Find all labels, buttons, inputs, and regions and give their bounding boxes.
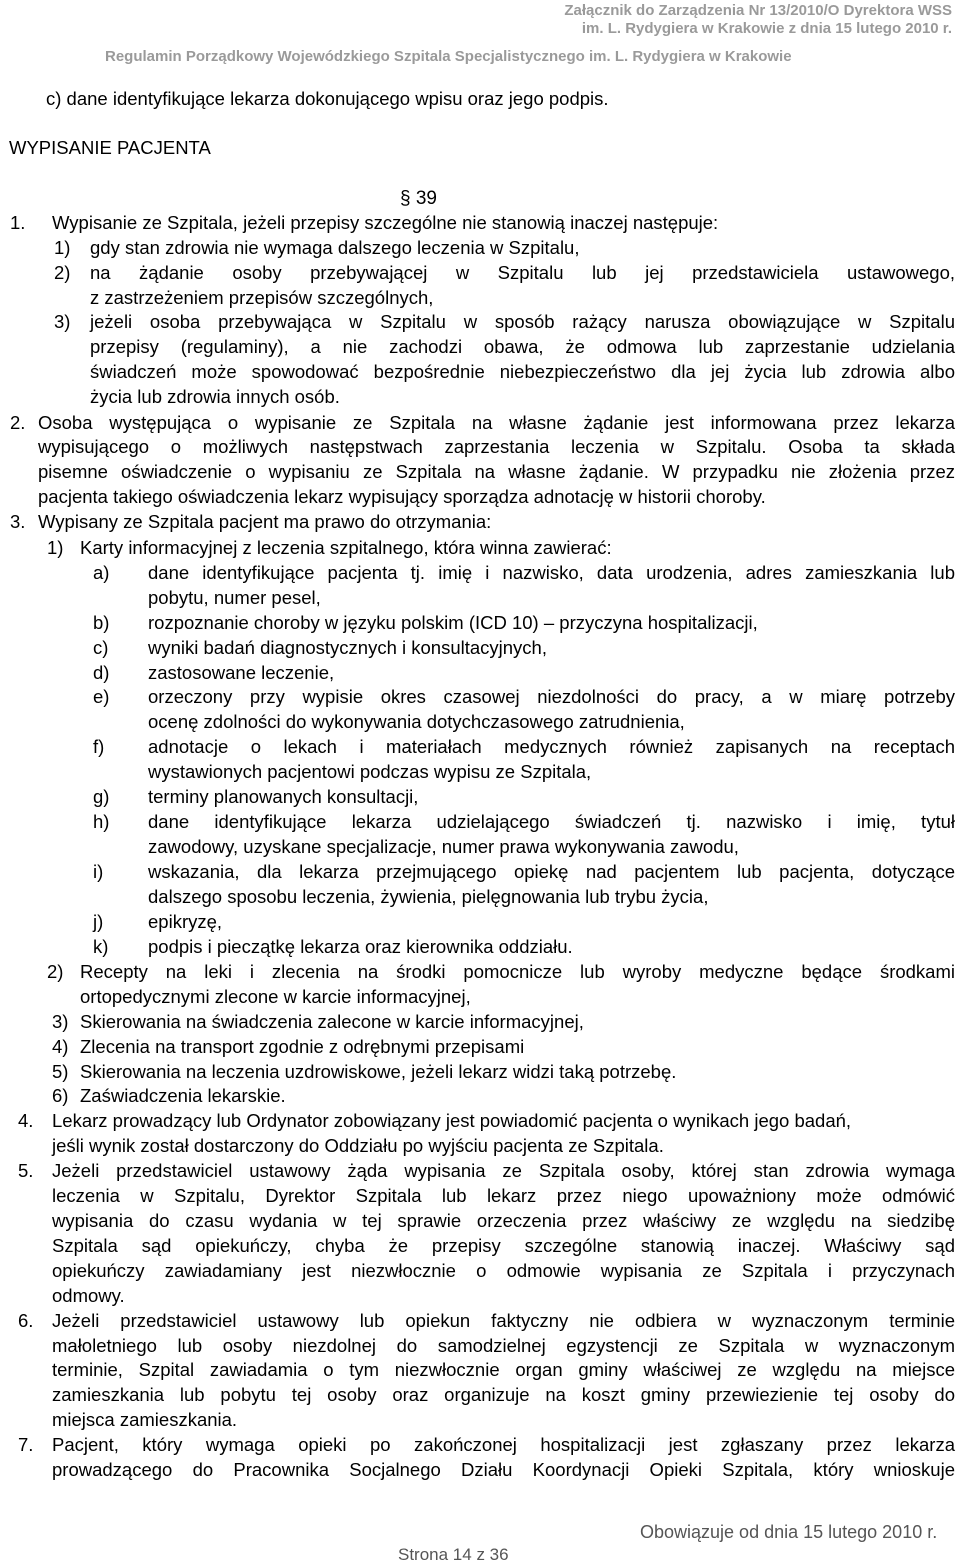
document-line: adnotacje o lekach i materiałach medycznych również zapisanych na receptach	[148, 736, 955, 757]
list-number: a)	[93, 562, 110, 583]
document-line: wypisania do czasu wydania w tej sprawie orzeczenia przez właściwy ze względu na siedzibę	[52, 1210, 955, 1231]
document-line: Karty informacyjnej z leczenia szpitalnego, która winna zawierać:	[80, 537, 612, 558]
document-line: zawodowy, uzyskane specjalizacje, numer prawa wykonywania zawodu,	[148, 836, 739, 857]
list-number: b)	[93, 612, 110, 633]
list-number: 5.	[18, 1160, 34, 1181]
document-line: dane identyfikujące lekarza udzielającego świadczeń tj. nazwisko i imię, tytuł	[148, 811, 955, 832]
list-number: f)	[93, 736, 105, 757]
document-line: świadczeń może spowodować bezpośrednie niebezpieczeństwo dla jej życia lub zdrowia albo	[90, 361, 955, 382]
document-line: jeśli wynik został dostarczony do Oddziału po wyjściu pacjenta ze Szpitala.	[52, 1135, 664, 1156]
page-number: Strona 14 z 36	[398, 1545, 509, 1564]
document-line: z zastrzeżeniem przepisów szczególnych,	[90, 287, 434, 308]
list-number: k)	[93, 936, 109, 957]
effective-date: Obowiązuje od dnia 15 lutego 2010 r.	[640, 1522, 938, 1542]
document-line: terminy planowanych konsultacji,	[148, 786, 419, 807]
document-line: ocenę zdolności do wykonywania dotychczasowego zatrudnienia,	[148, 711, 685, 732]
list-number: j)	[93, 911, 104, 932]
document-line: pobytu, numer pesel,	[148, 587, 321, 608]
document-line: wystawionych pacjentowi podczas wypisu ze Szpitala,	[148, 761, 592, 782]
document-line: podpis i pieczątkę lekarza oraz kierownika oddziału.	[148, 936, 573, 957]
list-number: 2.	[10, 412, 26, 433]
header-line-1: Załącznik do Zarządzenia Nr 13/2010/O Dyrektora WSS	[564, 2, 952, 19]
list-number: d)	[93, 662, 110, 683]
paragraph-number: § 39	[400, 188, 437, 209]
document-line: Zaświadczenia lekarskie.	[80, 1085, 286, 1106]
document-line: małoletniego lub osoby niezdolnej do samodzielnej egzystencji ze Szpitala w wyznaczonym	[52, 1335, 955, 1356]
document-line: wyniki badań diagnostycznych i konsultacyjnych,	[148, 637, 547, 658]
document-line: rozpoznanie choroby w języku polskim (ICD 10) – przyczyna hospitalizacji,	[148, 612, 758, 633]
regulation-title: Regulamin Porządkowy Wojewódzkiego Szpitala Specjalistycznego im. L. Rydygiera w Krakowie	[105, 48, 792, 65]
list-number: 6)	[52, 1085, 69, 1106]
document-line: odmowy.	[52, 1285, 125, 1306]
list-number: 3.	[10, 511, 26, 532]
list-number: 7.	[18, 1434, 34, 1455]
list-number: i)	[93, 861, 104, 882]
document-line: Skierowania na leczenia uzdrowiskowe, jeżeli lekarz widzi taką potrzebę.	[80, 1061, 677, 1082]
list-number: 3)	[54, 311, 71, 332]
list-number: c)	[93, 637, 109, 658]
document-line: Jeżeli przedstawiciel ustawowy lub opiekun faktyczny nie odbiera w wyznaczonym terminie	[52, 1310, 955, 1331]
document-line: Szpitala sąd opiekuńczy, chyba że przepisy szczególne stanowią inaczej. Właściwy sąd	[52, 1235, 955, 1256]
document-line: Skierowania na świadczenia zalecone w karcie informacyjnej,	[80, 1011, 584, 1032]
list-number: 4)	[52, 1036, 69, 1057]
list-number: 2)	[54, 262, 71, 283]
document-line: wskazania, dla lekarza przejmującego opiekę nad pacjentem lub pacjenta, dotyczące	[148, 861, 955, 882]
document-line: terminie, Szpital zawiadamia o tym niezwłocznie organ gminy właściwej ze względu na miejsce	[52, 1359, 955, 1380]
document-line: przepisy (regulaminy), a nie zachodzi obawa, że odmowa lub zaprzestanie udzielania	[90, 336, 955, 357]
list-number: 3)	[52, 1011, 69, 1032]
document-line: dane identyfikujące pacjenta tj. imię i nazwisko, data urodzenia, adres zamieszkania lub	[148, 562, 955, 583]
document-line: epikryzę,	[148, 911, 223, 932]
document-line: Zlecenia na transport zgodnie z odrębnymi przepisami	[80, 1036, 525, 1057]
list-number: g)	[93, 786, 110, 807]
list-number: 1.	[10, 212, 26, 233]
list-number: 2)	[47, 961, 64, 982]
list-number: h)	[93, 811, 110, 832]
document-line: gdy stan zdrowia nie wymaga dalszego leczenia w Szpitalu,	[90, 237, 580, 258]
document-line: zastosowane leczenie,	[148, 662, 335, 683]
document-line: ortopedycznymi zlecone w karcie informacyjnej,	[80, 986, 471, 1007]
document-line: dalszego sposobu leczenia, żywienia, pielęgnowania lub trybu życia,	[148, 886, 709, 907]
document-line: Osoba występująca o wypisanie ze Szpitala na własne żądanie jest informowana przez lekarza	[38, 412, 955, 433]
document-line: opiekuńczy zawiadamiany jest niezwłocznie o odmowie wypisania ze Szpitala i przyczynach	[52, 1260, 955, 1281]
document-line: jeżeli osoba przebywająca w Szpitalu w sposób rażący narusza obowiązujące w Szpitalu	[90, 311, 955, 332]
item-c-line: c) dane identyfikujące lekarza dokonującego wpisu oraz jego podpis.	[46, 88, 609, 109]
list-number: e)	[93, 686, 110, 707]
document-line: Recepty na leki i zlecenia na środki pomocnicze lub wyroby medyczne będące środkami	[80, 961, 955, 982]
header-line-2: im. L. Rydygiera w Krakowie z dnia 15 lutego 2010 r.	[581, 20, 952, 37]
document-line: życia lub zdrowia innych osób.	[90, 386, 340, 407]
list-number: 5)	[52, 1061, 69, 1082]
document-line: wypisującego o możliwych następstwach zaprzestania leczenia w Szpitalu. Osoba ta składa	[38, 436, 955, 457]
document-line: Lekarz prowadzący lub Ordynator zobowiązany jest powiadomić pacjenta o wynikach jego badań,	[52, 1110, 852, 1131]
document-line: zamieszkania lub pobytu tej osoby oraz organizuje na koszt gminy przewiezienie tej osoby do	[52, 1384, 955, 1405]
document-line: Wypisany ze Szpitala pacjent ma prawo do otrzymania:	[38, 511, 492, 532]
document-line: miejsca zamieszkania.	[52, 1409, 238, 1430]
list-number: 4.	[18, 1110, 34, 1131]
list-number: 1)	[47, 537, 64, 558]
document-line: leczenia w Szpitalu, Dyrektor Szpitala lub lekarz przez niego upoważniony może odmówić	[52, 1185, 955, 1206]
list-number: 1)	[54, 237, 71, 258]
document-line: prowadzącego do Pracownika Socjalnego Działu Koordynacji Opieki Szpitala, który wnioskuje	[52, 1459, 955, 1480]
document-line: Wypisanie ze Szpitala, jeżeli przepisy szczególne nie stanowią inaczej następuje:	[52, 212, 719, 233]
section-title: WYPISANIE PACJENTA	[9, 137, 211, 158]
document-line: orzeczony przy wypisie okres czasowej niezdolności do pracy, a w miarę potrzeby	[148, 686, 955, 707]
document-line: Jeżeli przedstawiciel ustawowy żąda wypisania ze Szpitala osoby, której stan zdrowia wymaga	[52, 1160, 955, 1181]
document-line: pisemne oświadczenie o wypisaniu ze Szpitala na własne żądanie. W przypadku nie złożenia przez	[38, 461, 955, 482]
document-line: pacjenta takiego oświadczenia lekarz wypisujący sporządza adnotację w historii choroby.	[38, 486, 766, 507]
document-line: Pacjent, który wymaga opieki po zakończonej hospitalizacji jest zgłaszany przez lekarza	[52, 1434, 955, 1455]
document-line: na żądanie osoby przebywającej w Szpitalu lub jej przedstawiciela ustawowego,	[90, 262, 955, 283]
list-number: 6.	[18, 1310, 34, 1331]
